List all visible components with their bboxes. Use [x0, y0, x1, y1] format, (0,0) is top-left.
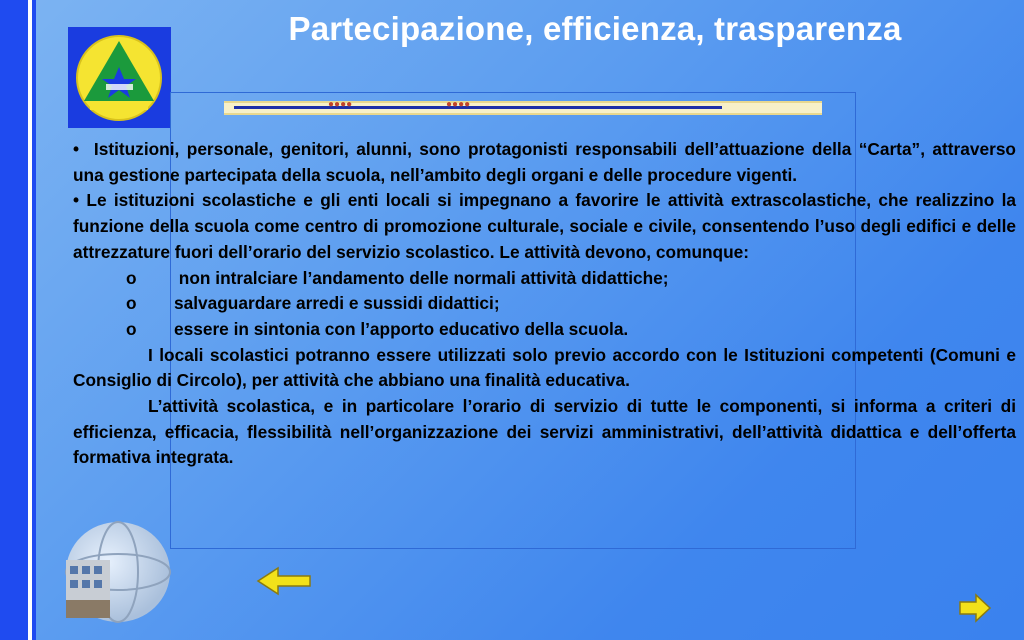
globe-school-illustration: [62, 520, 174, 625]
arrow-right-icon: [958, 593, 992, 623]
paragraph-3: I locali scolastici potranno essere utilizzati solo previo accordo con le Istituzioni competenti (Comuni e Consiglio di Circolo), per attività che abbiano una finalità educativa.: [73, 344, 1016, 391]
next-arrow-button[interactable]: [958, 593, 992, 623]
sub-item: o non intralciare l’andamento delle normali attività didattiche;: [126, 267, 669, 288]
bullet: •: [73, 139, 80, 159]
bead-ornament-icon: ●●●●: [446, 99, 471, 110]
sub-item: o essere in sintonia con l’apporto educativo della scuola.: [126, 318, 629, 339]
arrow-left-icon: [256, 566, 312, 596]
paragraph-4: L’attività scolastica, e in particolare l’orario di servizio di tutte le componenti, si informa a criteri di efficienza, efficacia, flessibilità nell’organizzazione dei servizi amministrativi, dell’attività didattica e dell’offerta formativa integrata.: [73, 396, 1016, 468]
paragraph-2: • Le istituzioni scolastiche e gli enti locali si impegnano a favorire le attività extrascolastiche, che realizzino la funzione della scuola come centro di promozione culturale, sociale e civile, consentendo l’uso degli edifici e delle attrezzature fuori dell’orario del servizio scolastico. Le attività devono, comunque:: [73, 190, 1016, 262]
paragraph-1: • Istituzioni, personale, genitori, alunni, sono protagonisti responsabili dell’attuazione della “Carta”, attraverso una gestione partecipata della scuola, nell’ambito degli organi e delle procedure vigenti.: [73, 139, 1016, 185]
slide-body: [73, 137, 1016, 471]
previous-arrow-button[interactable]: [256, 566, 312, 596]
sub-item: o salvaguardare arredi e sussidi didattici;: [126, 293, 500, 314]
decorative-divider: [224, 101, 822, 115]
bead-ornament-icon: ●●●●: [328, 99, 353, 110]
school-logo: [68, 27, 171, 128]
left-accent-bar: [0, 0, 36, 640]
bullet: •: [73, 190, 80, 211]
slide-title: Partecipazione, efficienza, trasparenza: [288, 10, 902, 47]
